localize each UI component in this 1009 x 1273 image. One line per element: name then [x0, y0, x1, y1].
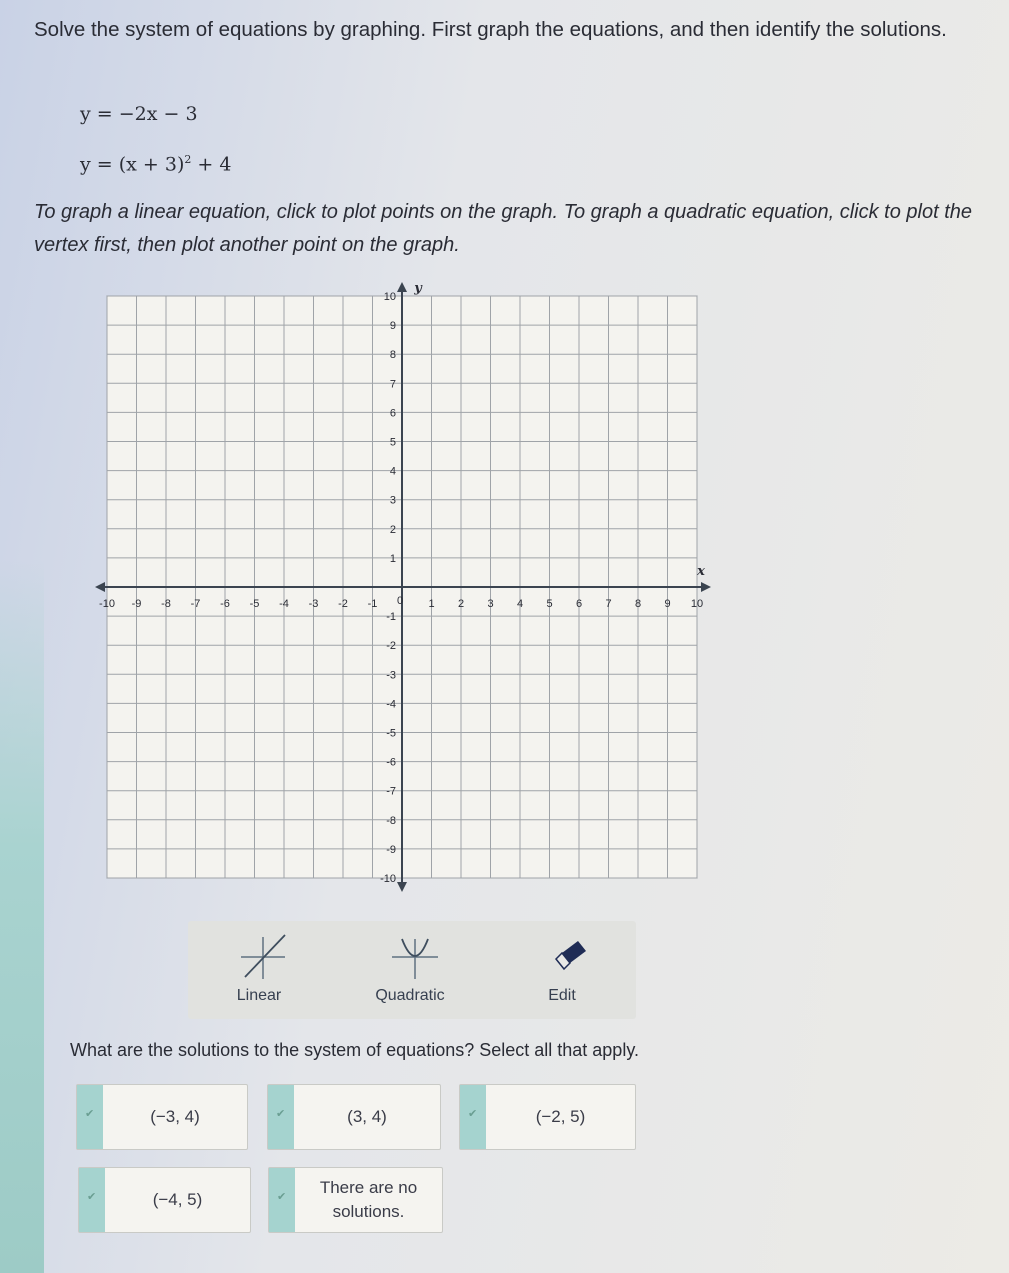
y-tick-label: 6	[389, 407, 396, 420]
y-tick-label: -6	[386, 756, 396, 769]
y-tick-label: 1	[389, 552, 396, 565]
x-tick-label: -2	[338, 598, 348, 610]
instructions-text: Solve the system of equations by graphing. First graph the equations, and then identify the solutions.	[34, 18, 947, 41]
edit-tool-label: Edit	[548, 987, 576, 1004]
equation-quadratic	[80, 153, 231, 175]
coordinate-graph[interactable]	[95, 278, 725, 898]
origin-label: 0	[396, 595, 404, 607]
checkbox-tab[interactable]	[269, 1168, 295, 1232]
eraser-icon	[538, 929, 598, 983]
y-tick-label: -5	[386, 727, 396, 740]
graphing-guidance-text: To graph a linear equation, click to plot points on the graph. To graph a quadratic equation, click to plot the vertex first, then plot another point on the graph.	[34, 201, 973, 256]
answer-choice-label: (3, 4)	[347, 1107, 387, 1126]
y-axis-label: y	[414, 281, 422, 296]
x-tick-label: 7	[605, 598, 612, 610]
x-axis-label: x	[697, 564, 705, 579]
quadratic-tool-icon	[386, 929, 446, 983]
y-tick-label: 4	[389, 465, 396, 478]
checkbox-tab[interactable]	[268, 1085, 294, 1149]
linear-tool-button[interactable]	[199, 921, 319, 1019]
y-tick-label: -3	[386, 669, 396, 682]
y-axis-arrow-down-icon	[397, 882, 407, 892]
y-tick-label: 7	[389, 378, 396, 391]
x-tick-label: -9	[131, 598, 142, 610]
x-tick-label: 2	[457, 598, 465, 610]
answer-choice-neg2-5[interactable]	[459, 1084, 636, 1150]
graph-toolbar	[188, 921, 636, 1019]
y-tick-label: 5	[389, 436, 396, 449]
answer-choice-3-4[interactable]	[267, 1084, 441, 1150]
x-axis-arrow-left-icon	[95, 582, 105, 592]
question-text: What are the solutions to the system of equations? Select all that apply.	[70, 1040, 639, 1060]
x-tick-label: 6	[575, 598, 583, 610]
answer-choice-label: (−2, 5)	[535, 1107, 586, 1126]
edit-tool-button[interactable]	[502, 921, 622, 1019]
x-tick-label: -6	[220, 598, 230, 610]
answer-choice-no-solutions[interactable]	[268, 1167, 443, 1233]
y-tick-label: 2	[389, 523, 396, 536]
check-icon: ✔	[87, 1191, 97, 1203]
x-tick-label: -8	[161, 598, 171, 610]
equation-linear: y = −2x − 3	[80, 103, 198, 125]
quadratic-tool-label: Quadratic	[375, 987, 445, 1004]
check-icon: ✔	[85, 1108, 95, 1120]
checkbox-tab[interactable]	[460, 1085, 486, 1149]
y-axis-arrow-up-icon	[397, 282, 407, 292]
x-tick-label: 5	[546, 598, 553, 610]
x-tick-label: -1	[367, 598, 378, 610]
answer-choice-neg3-4[interactable]	[76, 1084, 248, 1150]
equation-quadratic-base: y = (x + 3)	[80, 153, 185, 176]
answer-choice-label: (−3, 4)	[150, 1107, 200, 1126]
x-tick-label: 8	[634, 598, 642, 610]
x-tick-label: -5	[249, 598, 260, 610]
check-icon: ✔	[277, 1191, 287, 1203]
equation-quadratic-exponent: 2	[184, 153, 192, 166]
y-tick-label: -2	[386, 640, 396, 653]
y-tick-label: 8	[389, 349, 396, 362]
answer-choice-label: There are no solutions.	[319, 1178, 418, 1221]
y-tick-label: -4	[386, 698, 396, 711]
y-tick-label: 9	[389, 320, 396, 333]
linear-tool-label: Linear	[236, 987, 282, 1004]
answer-choice-neg4-5[interactable]	[78, 1167, 251, 1233]
x-tick-label: -7	[190, 598, 201, 610]
quadratic-tool-button[interactable]	[350, 921, 470, 1019]
y-tick-label: -7	[386, 785, 396, 798]
x-tick-label: -3	[308, 598, 319, 610]
y-tick-label: -10	[380, 873, 396, 885]
x-tick-label: 1	[428, 598, 435, 610]
y-tick-label: 3	[389, 494, 396, 507]
y-tick-label: -1	[386, 611, 396, 624]
equation-quadratic-tail: + 4	[191, 153, 232, 176]
y-tick-label: -8	[386, 814, 396, 827]
check-icon: ✔	[468, 1108, 478, 1120]
x-tick-label: 10	[690, 598, 704, 610]
x-tick-label: 9	[664, 598, 671, 610]
y-tick-label: -9	[386, 843, 396, 856]
answer-choice-label: (−4, 5)	[152, 1190, 203, 1209]
x-axis-arrow-right-icon	[701, 582, 711, 592]
x-tick-label: 3	[487, 598, 494, 610]
checkbox-tab[interactable]	[79, 1168, 105, 1232]
left-accent-band	[0, 560, 44, 1273]
x-tick-label: -4	[279, 598, 289, 610]
check-icon: ✔	[276, 1108, 286, 1120]
x-tick-label: -10	[99, 598, 115, 610]
y-tick-label: 10	[383, 291, 396, 303]
linear-tool-icon	[235, 929, 295, 983]
x-tick-label: 4	[516, 598, 524, 610]
checkbox-tab[interactable]	[77, 1085, 103, 1149]
